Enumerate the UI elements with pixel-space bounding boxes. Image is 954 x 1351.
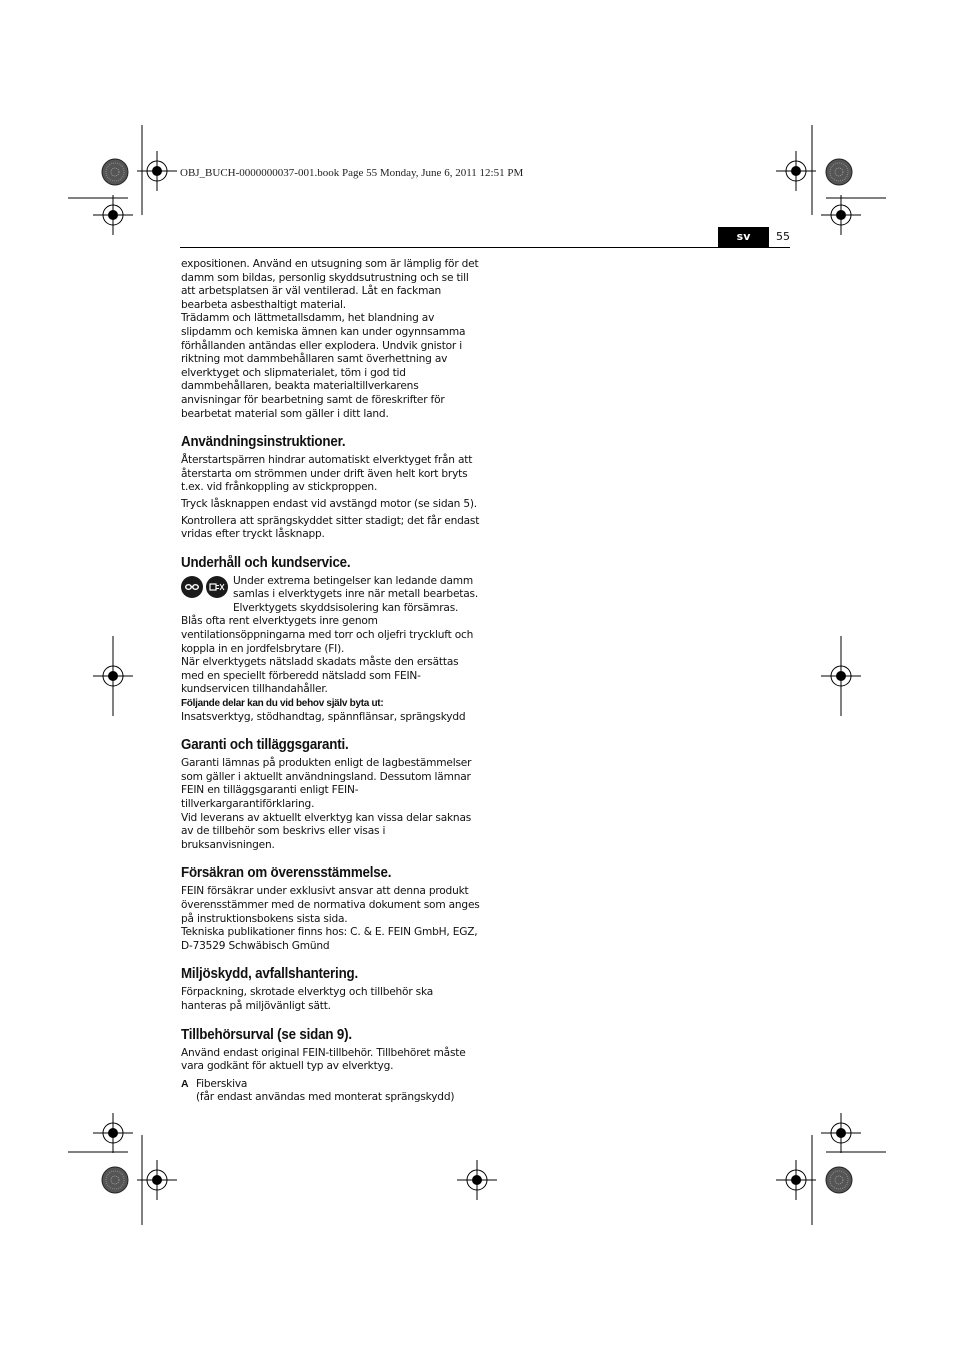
file-info-header: OBJ_BUCH-0000000037-001.book Page 55 Monday, June 6, 2011 12:51 PM	[180, 167, 524, 179]
item-name: Fiberskiva	[196, 1077, 248, 1090]
intro-paragraph-1: expositionen. Använd en utsugning som är lämplig för det damm som bildas, personlig skyddsutrustning och se till att arbetsplatsen är väl ventilerad. Låt en fackman bearbeta asbesthaltigt material.	[181, 258, 479, 311]
usage-paragraph-2: Tryck låsknappen endast vid avstängd motor (se sidan 5).	[181, 497, 477, 510]
intro-paragraph-2: Trädamm och lättmetallsdamm, het blandning av slipdamm och kemiska ämnen kan under ogynnsamma förhållanden antändas eller explodera. Undvik gnistor i riktning mot dammbehållaren samt överhettning av elverktyget och slipmaterialet, töm i god tid dammbehållaren, beakta materialtillverkarens anvisningar för bearbetning samt de föreskrifter för bearbetat material som gäller i ditt land.	[181, 312, 466, 420]
environment-paragraph-1: Förpackning, skrotade elverktyg och tillbehör ska hanteras på miljövänligt sätt.	[181, 986, 434, 1012]
accessories-paragraph-1: Använd endast original FEIN-tillbehör. Tillbehöret måste vara godkänt för aktuell typ av elverktyg.	[181, 1046, 466, 1073]
header-rule	[180, 247, 790, 248]
conformity-heading: Försäkran om överensstämmelse.	[181, 865, 392, 882]
usage-heading: Användningsinstruktioner.	[181, 434, 346, 451]
maintenance-icon-paragraph	[181, 575, 481, 616]
unplug-icon	[206, 576, 228, 598]
maintenance-paragraph-2: Blås ofta rent elverktygets inre genom ventilationsöppningarna med torr och oljefri tryckluft och koppla in en jordfelsbrytare (FI).	[181, 615, 474, 655]
eye-protection-icon	[181, 576, 203, 598]
conformity-paragraph-1: FEIN försäkrar under exklusivt ansvar att denna produkt överensstämmer med de normativa dokument som anges på instruktionsbokens sista sida.	[181, 885, 480, 925]
main-column	[181, 258, 481, 1105]
usage-paragraph-3: Kontrollera att sprängskyddet sitter stadigt; det får endast vridas efter tryckt låsknapp.	[181, 514, 480, 541]
replaceable-parts-label: Följande delar kan du vid behov själv byta ut:	[181, 698, 384, 710]
warranty-paragraph-1: Garanti lämnas på produkten enligt de lagbestämmelser som gäller i aktuellt användningsland. Dessutom lämnar FEIN en tilläggsgaranti enligt FEIN-tillverkargarantiförklaring.	[181, 757, 472, 810]
maintenance-paragraph-1: Under extrema betingelser kan ledande damm samlas i elverktygets inre när metall bearbetas. Elverktygets skyddsisolering kan försämras.	[233, 574, 479, 614]
warranty-paragraph-2: Vid leverans av aktuellt elverktyg kan vissa delar saknas av de tillbehör som beskrivs eller visas i bruksanvisningen.	[181, 811, 472, 851]
conformity-paragraph-2: Tekniska publikationer finns hos: C. & E. FEIN GmbH, EGZ, D-73529 Schwäbisch Gmünd	[181, 926, 478, 952]
page-number: 55	[776, 230, 790, 243]
item-note: (får endast användas med monterat sprängskydd)	[196, 1091, 455, 1104]
replaceable-parts-list: Insatsverktyg, stödhandtag, spännflänsar, sprängskydd	[181, 710, 466, 723]
accessories-heading: Tillbehörsurval (se sidan 9).	[181, 1026, 352, 1043]
warranty-heading: Garanti och tilläggsgaranti.	[181, 737, 349, 754]
safety-icons	[181, 576, 228, 598]
usage-paragraph-1: Återstartspärren hindrar automatiskt elverktyget från att återstarta om strömmen under drift även helt kort bryts t.ex. vid frånkoppling av stickproppen.	[181, 454, 473, 494]
maintenance-heading: Underhåll och kundservice.	[181, 554, 351, 571]
environment-heading: Miljöskydd, avfallshantering.	[181, 966, 359, 983]
language-badge: sv	[718, 227, 769, 247]
maintenance-paragraph-3: När elverktygets nätsladd skadats måste den ersättas med en speciellt förberedd nätsladd som FEIN-kundservicen tillhandahåller.	[181, 656, 459, 696]
item-letter: A	[181, 1077, 189, 1090]
list-item	[181, 1078, 481, 1105]
